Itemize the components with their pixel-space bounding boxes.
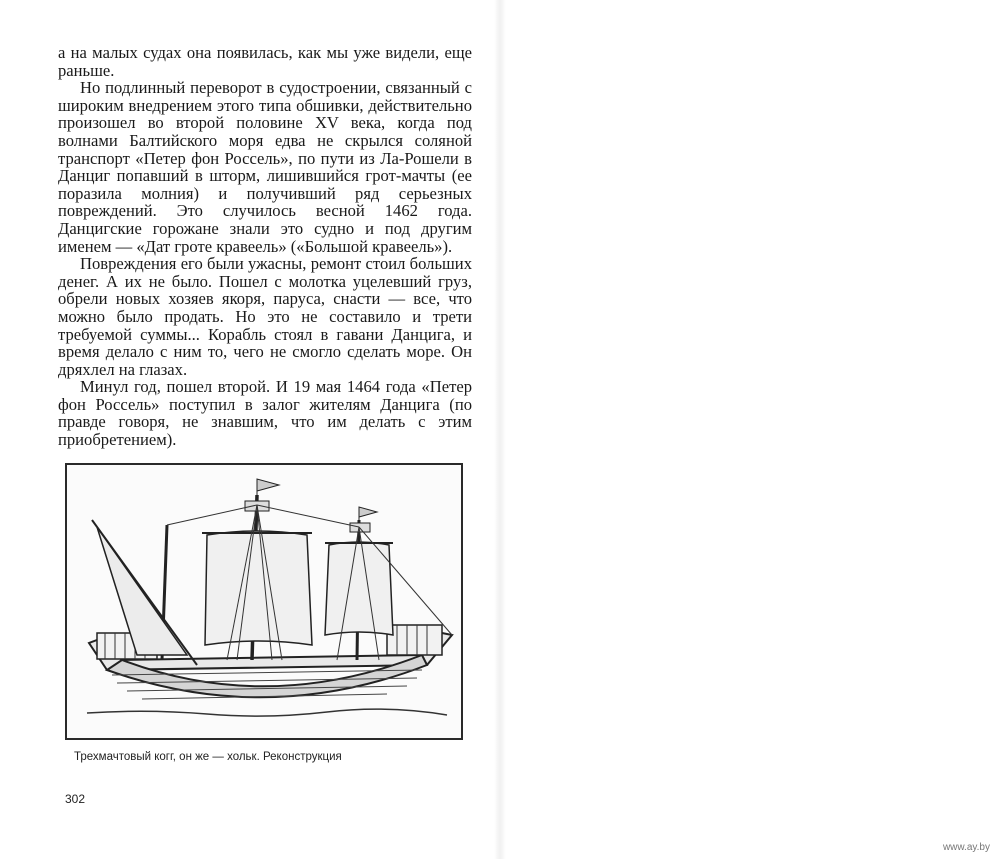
watermark: www.ay.by (942, 842, 990, 853)
paragraph: а на малых судах она появилась, как мы уже видели, еще раньше. (58, 43, 472, 80)
paragraph: Но подлинный переворот в судостроении, связанный с широким внедрением этого типа обшивки, действительно произошел во второй половине XV века, когда под волнами Балтийского моря едва не скрылся соляной транспорт «Петер фон Россель», по пути из Ла-Рошели в Данциг попавший в шторм, лишившийся грот-мачты (ее поразила молния) и получивший ряд серьезных повреждений. Это случилось весной 1462 года. Данцигские горожане знали это судно и под другим именем — «Дат гроте кравеель» («Большой кравеель»). (58, 78, 472, 256)
page-number: 302 (65, 792, 86, 806)
cog-illustration (65, 463, 463, 740)
right-page (500, 0, 1000, 859)
paragraph: Минул год, пошел второй. И 19 мая 1464 года «Петер фон Россель» поступил в залог жителям Данцига (по правде говоря, не знавшим, что им делать с этим приобретением). (58, 377, 472, 450)
three-masted-cog-drawing (67, 465, 461, 738)
figure-caption: Трехмачтовый когг, он же — хольк. Реконструкция (74, 751, 342, 763)
left-page-text (58, 44, 472, 449)
paragraph: Повреждения его были ужасны, ремонт стоил больших денег. А их не было. Пошел с молотка уцелевший груз, обрели новых хозяев якоря, паруса, снасти — все, что можно было продать. Но это не составило и трети требуемой суммы... Корабль стоял в гавани Данцига, и время делало с ним то, чего не смогло сделать море. Он дряхлел на глазах. (58, 254, 472, 379)
